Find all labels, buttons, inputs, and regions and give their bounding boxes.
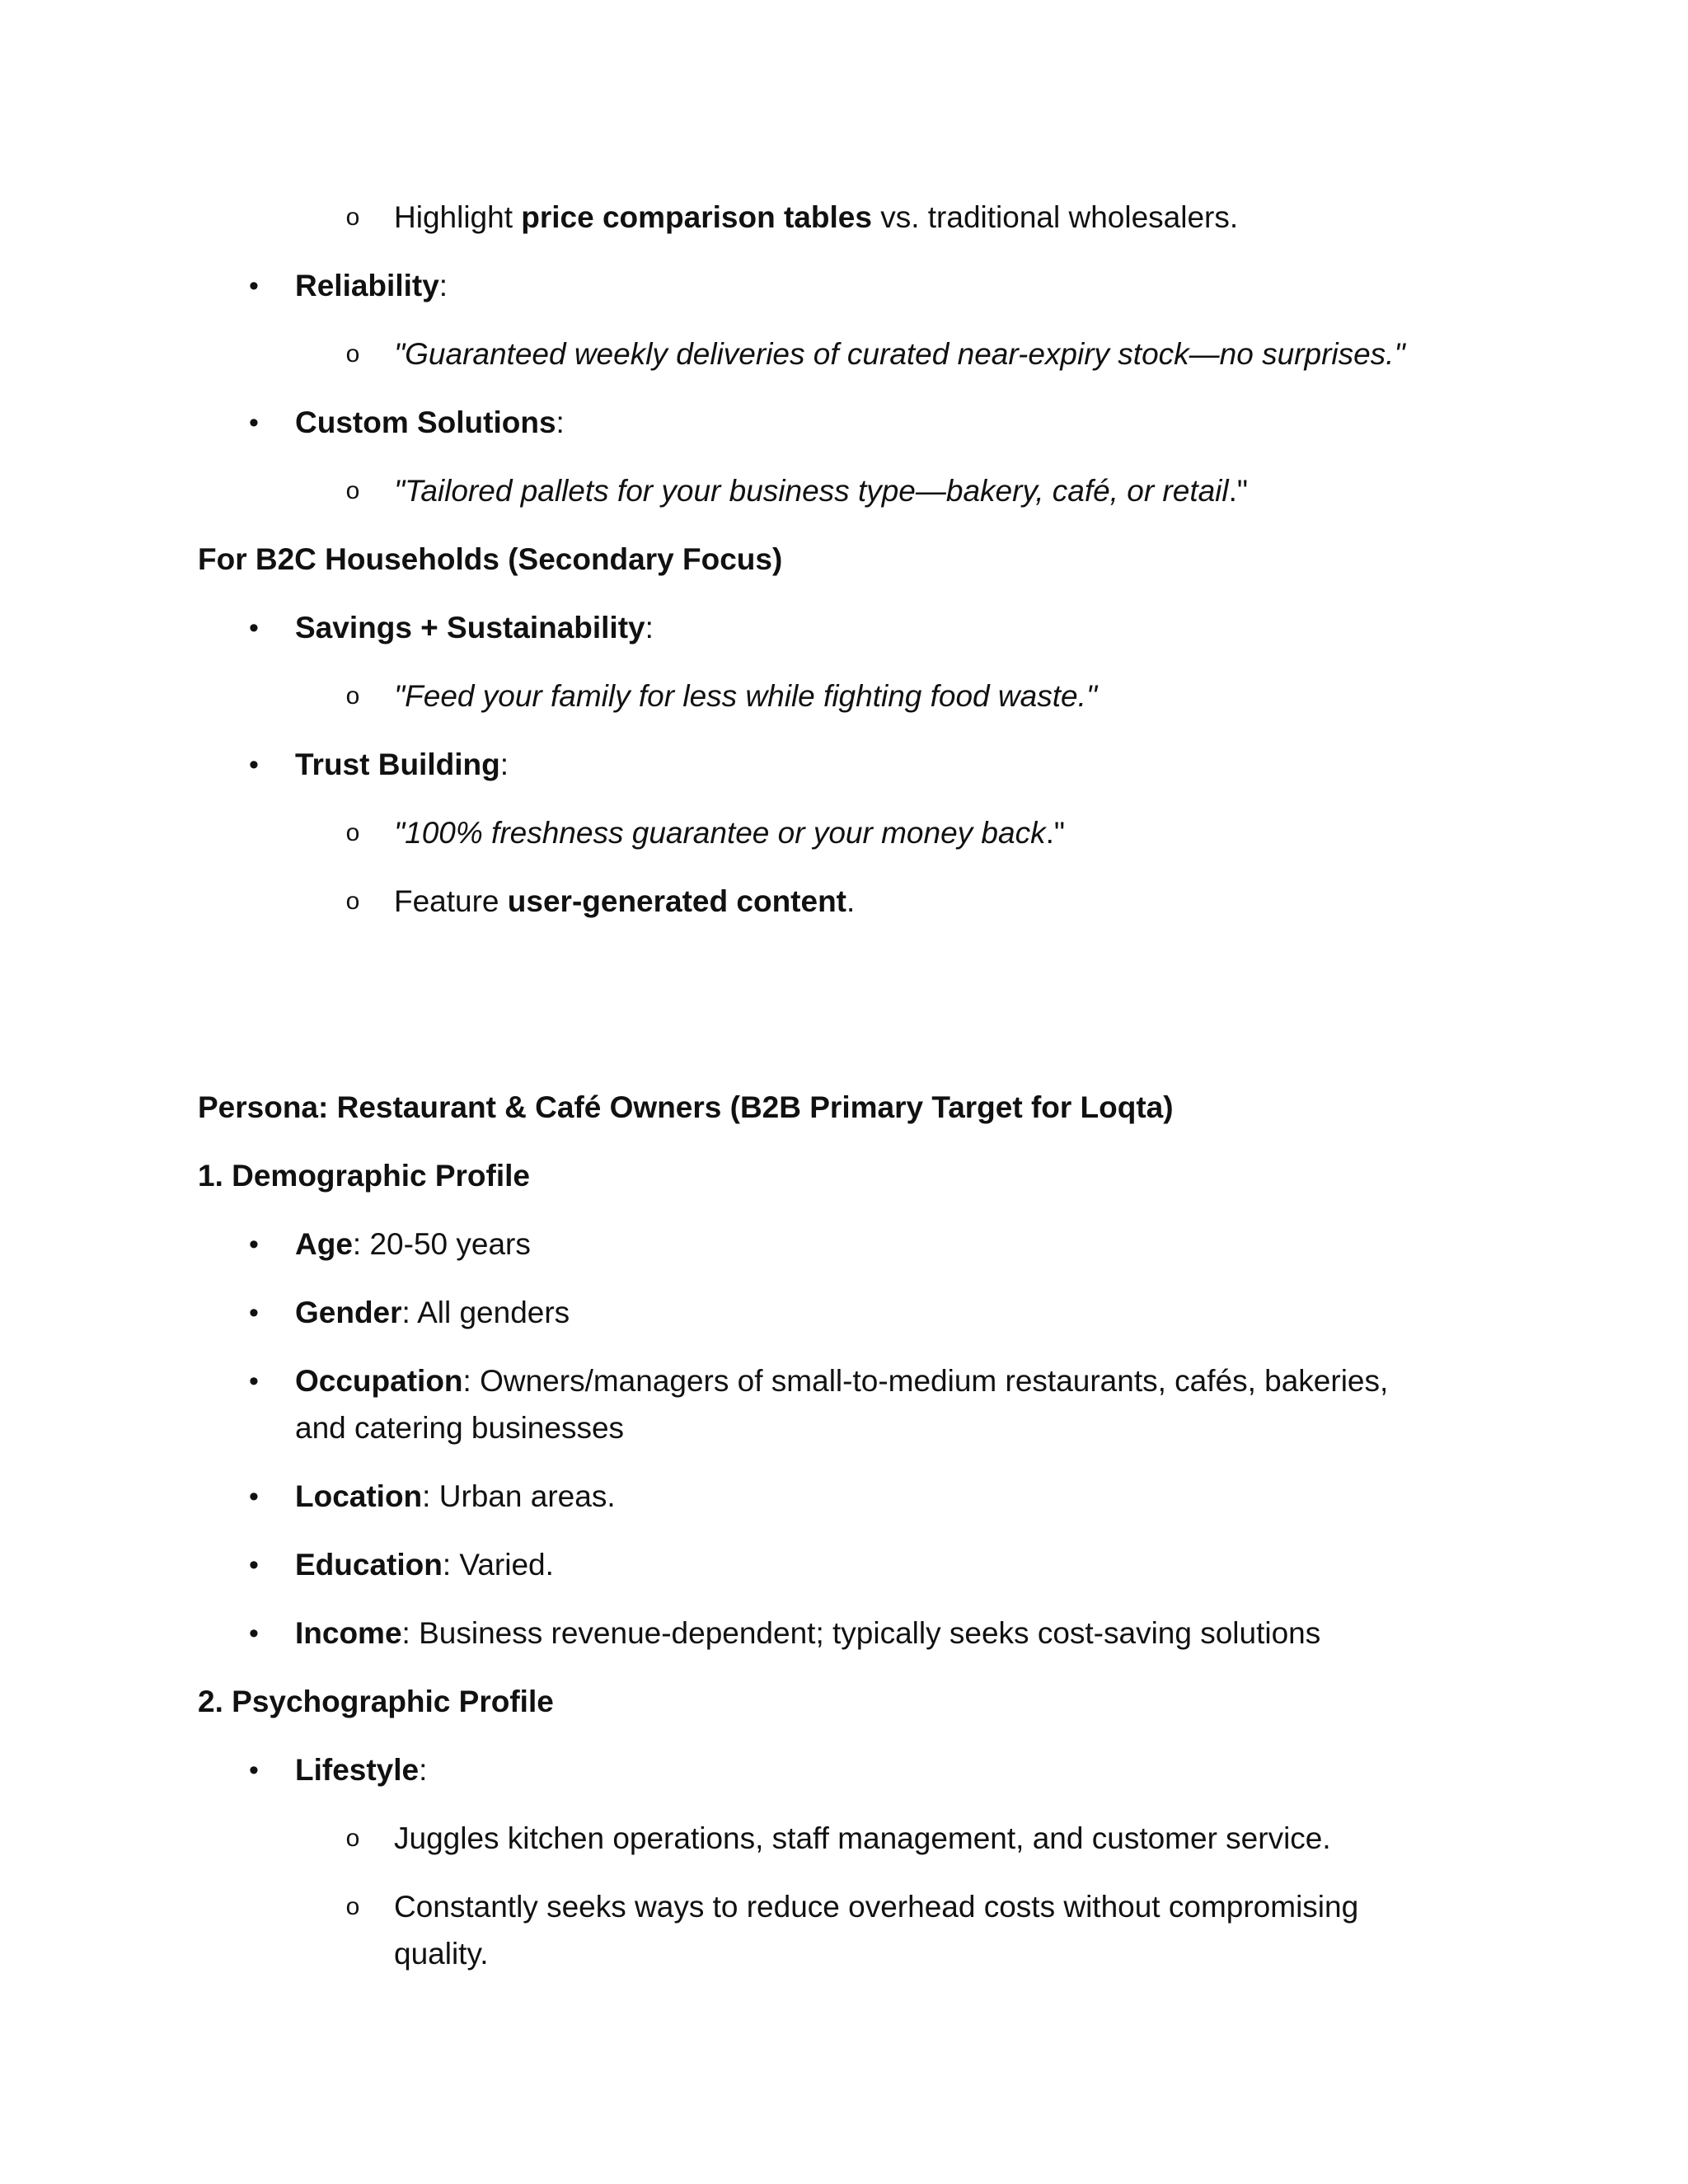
reliability-quote: "Guaranteed weekly deliveries of curated near-expiry stock—no surprises." — [394, 337, 1405, 371]
trust-quote: "100% freshness guarantee or your money back." — [394, 816, 1066, 850]
gender-item: Gender: All genders — [295, 1296, 570, 1329]
demographic-heading: 1. Demographic Profile — [198, 1159, 530, 1193]
occupation-item: Occupation: Owners/managers of small-to-medium restaurants, cafés, bakeries, — [295, 1364, 1389, 1398]
price-comparison-item: Highlight price comparison tables vs. traditional wholesalers. — [394, 200, 1239, 234]
b2c-heading: For B2C Households (Secondary Focus) — [198, 542, 783, 576]
lifestyle-item: Lifestyle: — [295, 1753, 428, 1787]
bullet-marker: • — [249, 1297, 259, 1329]
lifestyle-subitem: Constantly seeks ways to reduce overhead costs without compromising — [394, 1890, 1359, 1924]
sub-bullet-marker: o — [345, 204, 360, 231]
reliability-item: Reliability: — [295, 269, 448, 302]
sub-bullet-marker: o — [345, 1893, 360, 1920]
income-item: Income: Business revenue-dependent; typically seeks cost-saving solutions — [295, 1616, 1321, 1650]
bullet-marker: • — [249, 749, 259, 780]
persona-title: Persona: Restaurant & Café Owners (B2B Primary Target for Loqta) — [198, 1090, 1174, 1124]
sub-bullet-marker: o — [345, 1825, 360, 1852]
trust-item: Trust Building: — [295, 748, 509, 781]
custom-solutions-quote: "Tailored pallets for your business type—bakery, café, or retail." — [394, 474, 1249, 508]
bullet-marker: • — [249, 1481, 259, 1512]
bullet-marker: • — [249, 270, 259, 302]
location-item: Location: Urban areas. — [295, 1479, 616, 1513]
bullet-marker: • — [249, 612, 259, 644]
education-item: Education: Varied. — [295, 1548, 554, 1582]
savings-item: Savings + Sustainability: — [295, 611, 654, 644]
savings-quote: "Feed your family for less while fighting food waste." — [394, 679, 1097, 713]
bullet-marker: • — [249, 1755, 259, 1786]
lifestyle-subitem-continued: quality. — [394, 1937, 489, 1971]
feature-ugc-item: Feature user-generated content. — [394, 884, 856, 918]
bullet-marker: • — [249, 1366, 259, 1397]
custom-solutions-item: Custom Solutions: — [295, 405, 565, 439]
sub-bullet-marker: o — [345, 477, 360, 504]
sub-bullet-marker: o — [345, 340, 360, 368]
sub-bullet-marker: o — [345, 682, 360, 710]
bullet-marker: • — [249, 1549, 259, 1581]
bullet-marker: • — [249, 407, 259, 438]
lifestyle-subitem: Juggles kitchen operations, staff management, and customer service. — [394, 1821, 1331, 1855]
bullet-marker: • — [249, 1618, 259, 1649]
bullet-marker: • — [249, 1229, 259, 1260]
psychographic-heading: 2. Psychographic Profile — [198, 1685, 554, 1718]
sub-bullet-marker: o — [345, 819, 360, 846]
age-item: Age: 20-50 years — [295, 1227, 531, 1261]
occupation-item-continued: and catering businesses — [295, 1411, 625, 1445]
sub-bullet-marker: o — [345, 888, 360, 915]
